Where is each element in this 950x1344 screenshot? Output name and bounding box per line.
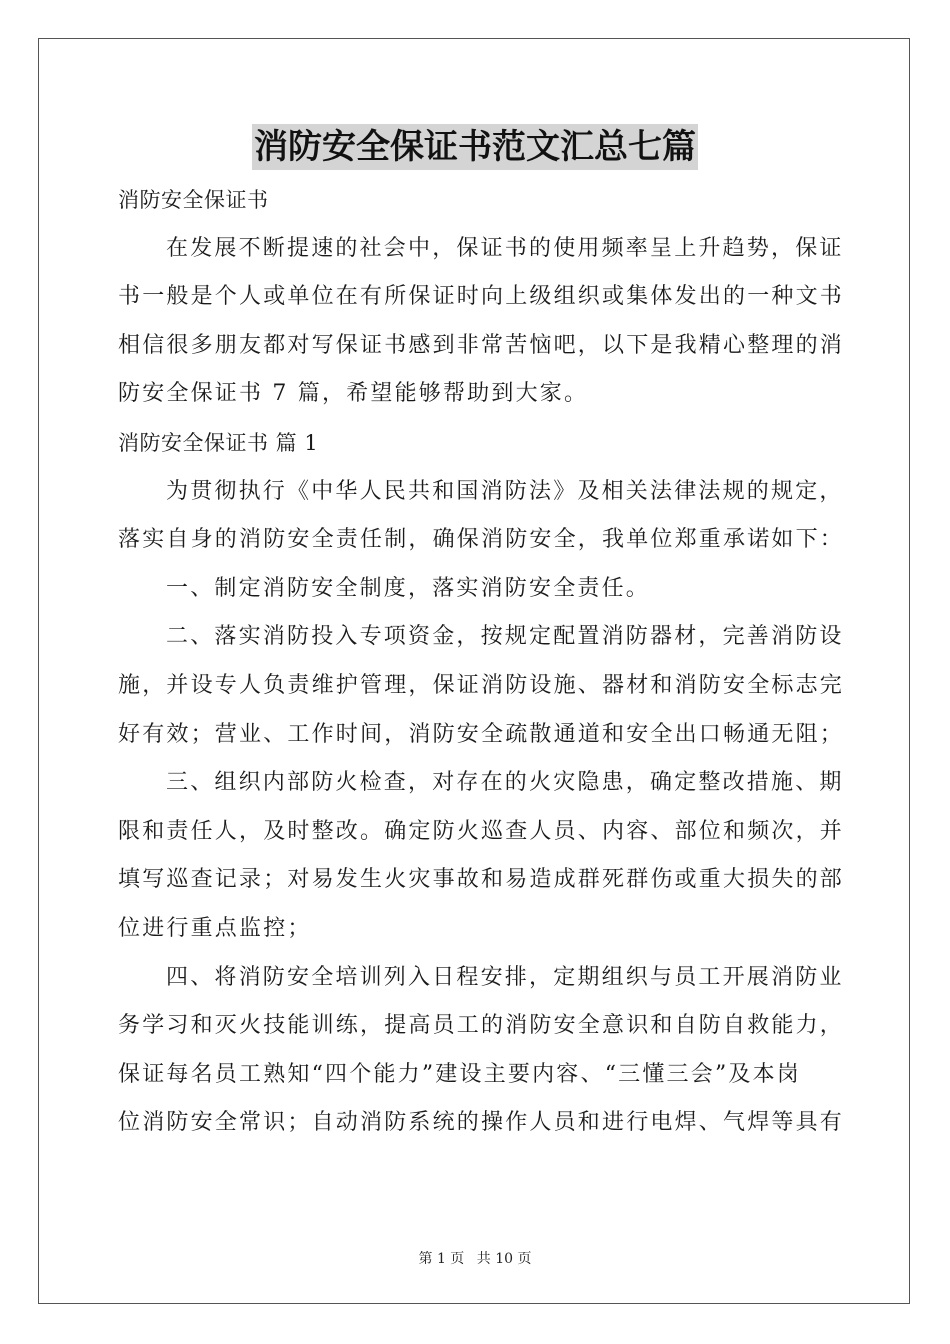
paragraph-line: 好有效；营业、工作时间，消防安全疏散通道和安全出口畅通无阻；	[118, 721, 845, 747]
section-heading: 消防安全保证书 篇 1	[118, 430, 319, 455]
paragraph-line: 相信很多朋友都对写保证书感到非常苦恼吧，以下是我精心整理的消	[118, 332, 845, 358]
paragraph-line: 二、落实消防投入专项资金，按规定配置消防器材，完善消防设	[166, 624, 844, 650]
paragraph-line: 位进行重点监控；	[118, 915, 312, 941]
section-heading: 消防安全保证书	[118, 188, 269, 212]
page-footer	[0, 1248, 950, 1268]
paragraph-line: 填写巡查记录；对易发生火灾事故和易造成群死群伤或重大损失的部	[118, 867, 845, 893]
paragraph-line: 施，并设专人负责维护管理，保证消防设施、器材和消防安全标志完	[118, 672, 845, 698]
paragraph-line: 保证每名员工熟知“四个能力”建设主要内容、“三懂三会”及本岗	[118, 1061, 801, 1087]
document-title: 消防安全保证书范文汇总七篇	[252, 124, 698, 170]
document-body	[118, 178, 845, 1150]
paragraph-line: 三、组织内部防火检查，对存在的火灾隐患，确定整改措施、期	[166, 770, 844, 796]
paragraph-line: 为贯彻执行《中华人民共和国消防法》及相关法律法规的规定，	[166, 478, 844, 504]
paragraph-line: 务学习和灭火技能训练，提高员工的消防安全意识和自防自救能力，	[118, 1013, 845, 1039]
page-number: 第 1 页	[418, 1251, 465, 1267]
paragraph-line: 落实自身的消防安全责任制，确保消防安全，我单位郑重承诺如下：	[118, 527, 845, 553]
paragraph-line: 一、制定消防安全制度，落实消防安全责任。	[166, 575, 651, 601]
paragraph-line: 防安全保证书 7 篇，希望能够帮助到大家。	[118, 381, 589, 407]
paragraph-line: 限和责任人，及时整改。确定防火巡查人员、内容、部位和频次，并	[118, 818, 845, 844]
title-container	[0, 124, 950, 170]
paragraph-line: 书一般是个人或单位在有所保证时向上级组织或集体发出的一种文书	[118, 284, 845, 310]
paragraph-line: 位消防安全常识；自动消防系统的操作人员和进行电焊、气焊等具有	[118, 1110, 845, 1136]
paragraph-line: 在发展不断提速的社会中，保证书的使用频率呈上升趋势，保证	[166, 235, 844, 261]
page-total: 共 10 页	[476, 1251, 532, 1267]
paragraph-line: 四、将消防安全培训列入日程安排，定期组织与员工开展消防业	[166, 964, 844, 990]
